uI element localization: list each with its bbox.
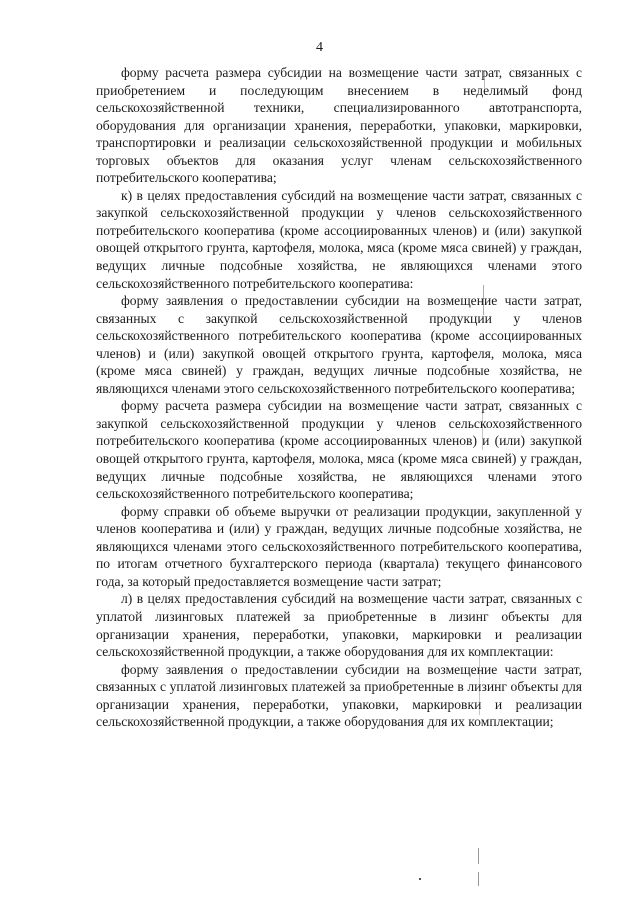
paragraph-6: л) в целях предоставления субсидий на возмещение части затрат, связанных с уплатой лизинговых платежей за приобретенные в лизинг объекты для организации хранения, переработки, упаковки, маркировки и реализации сельскохозяйственной продукции, а также оборудования для их комплектации: — [96, 591, 582, 660]
scan-line-artifact — [482, 410, 483, 450]
page-number: 4 — [316, 40, 323, 55]
document-body — [96, 64, 582, 731]
scan-line-artifact — [479, 655, 480, 715]
paragraph-2: к) в целях предоставления субсидий на возмещение части затрат, связанных с закупкой сельскохозяйственной продукции у членов сельскохозяйственного потребительского кооператива (кроме ассоциированных членов) и (или) закупкой овощей открытого грунта, картофеля, молока, мяса (кроме мяса свиней) у граждан, ведущих личные подсобные хозяйства, не являющихся членами этого сельскохозяйственного потребительского кооператива: — [96, 187, 582, 291]
scan-line-artifact — [483, 285, 484, 315]
scan-line-artifact — [478, 872, 479, 886]
scan-line-artifact — [478, 848, 479, 864]
scan-speck-artifact — [419, 878, 421, 880]
paragraph-7: форму заявления о предоставлении субсидии на возмещение части затрат, связанных с уплатой лизинговых платежей за приобретенные в лизинг объекты для организации хранения, переработки, упаковки, маркировки и реализации сельскохозяйственной продукции, а также оборудования для их комплектации; — [96, 661, 582, 730]
paragraph-5: форму справки об объеме выручки от реализации продукции, закупленной у членов кооператива и (или) у граждан, ведущих личные подсобные хозяйства, не являющихся членами этого сельскохозяйственного потребительского кооператива, по итогам отчетного бухгалтерского периода (квартала) текущего финансового года, за который предоставляется возмещение части затрат; — [96, 503, 582, 589]
paragraph-4: форму расчета размера субсидии на возмещение части затрат, связанных с закупкой сельскохозяйственной продукции у членов сельскохозяйственного потребительского кооператива (кроме ассоциированных членов) и (или) закупкой овощей открытого грунта, картофеля, молока, мяса (кроме мяса свиней) у граждан, ведущих личные подсобные хозяйства, не являющихся членами этого сельскохозяйственного потребительского кооператива; — [96, 398, 582, 502]
paragraph-1: форму расчета размера субсидии на возмещение части затрат, связанных с приобретением и последующим внесением в неделимый фонд сельскохозяйственной техники, специализированного автотранспорта, оборудования для организации хранения, переработки, упаковки, маркировки, транспортировки и реализации сельскохозяйственной продукции и мобильных торговых объектов для оказания услуг членам сельскохозяйственного потребительского кооператива; — [96, 65, 582, 186]
paragraph-3: форму заявления о предоставлении субсидии на возмещение части затрат, связанных с закупкой сельскохозяйственной продукции у членов сельскохозяйственного потребительского кооператива (кроме ассоциированных членов) и (или) закупкой овощей открытого грунта, картофеля, молока, мяса (кроме мяса свиней) у граждан, ведущих личные подсобные хозяйства, не являющихся членами этого сельскохозяйственного потребительского кооператива; — [96, 293, 582, 396]
scan-line-artifact — [484, 70, 485, 90]
